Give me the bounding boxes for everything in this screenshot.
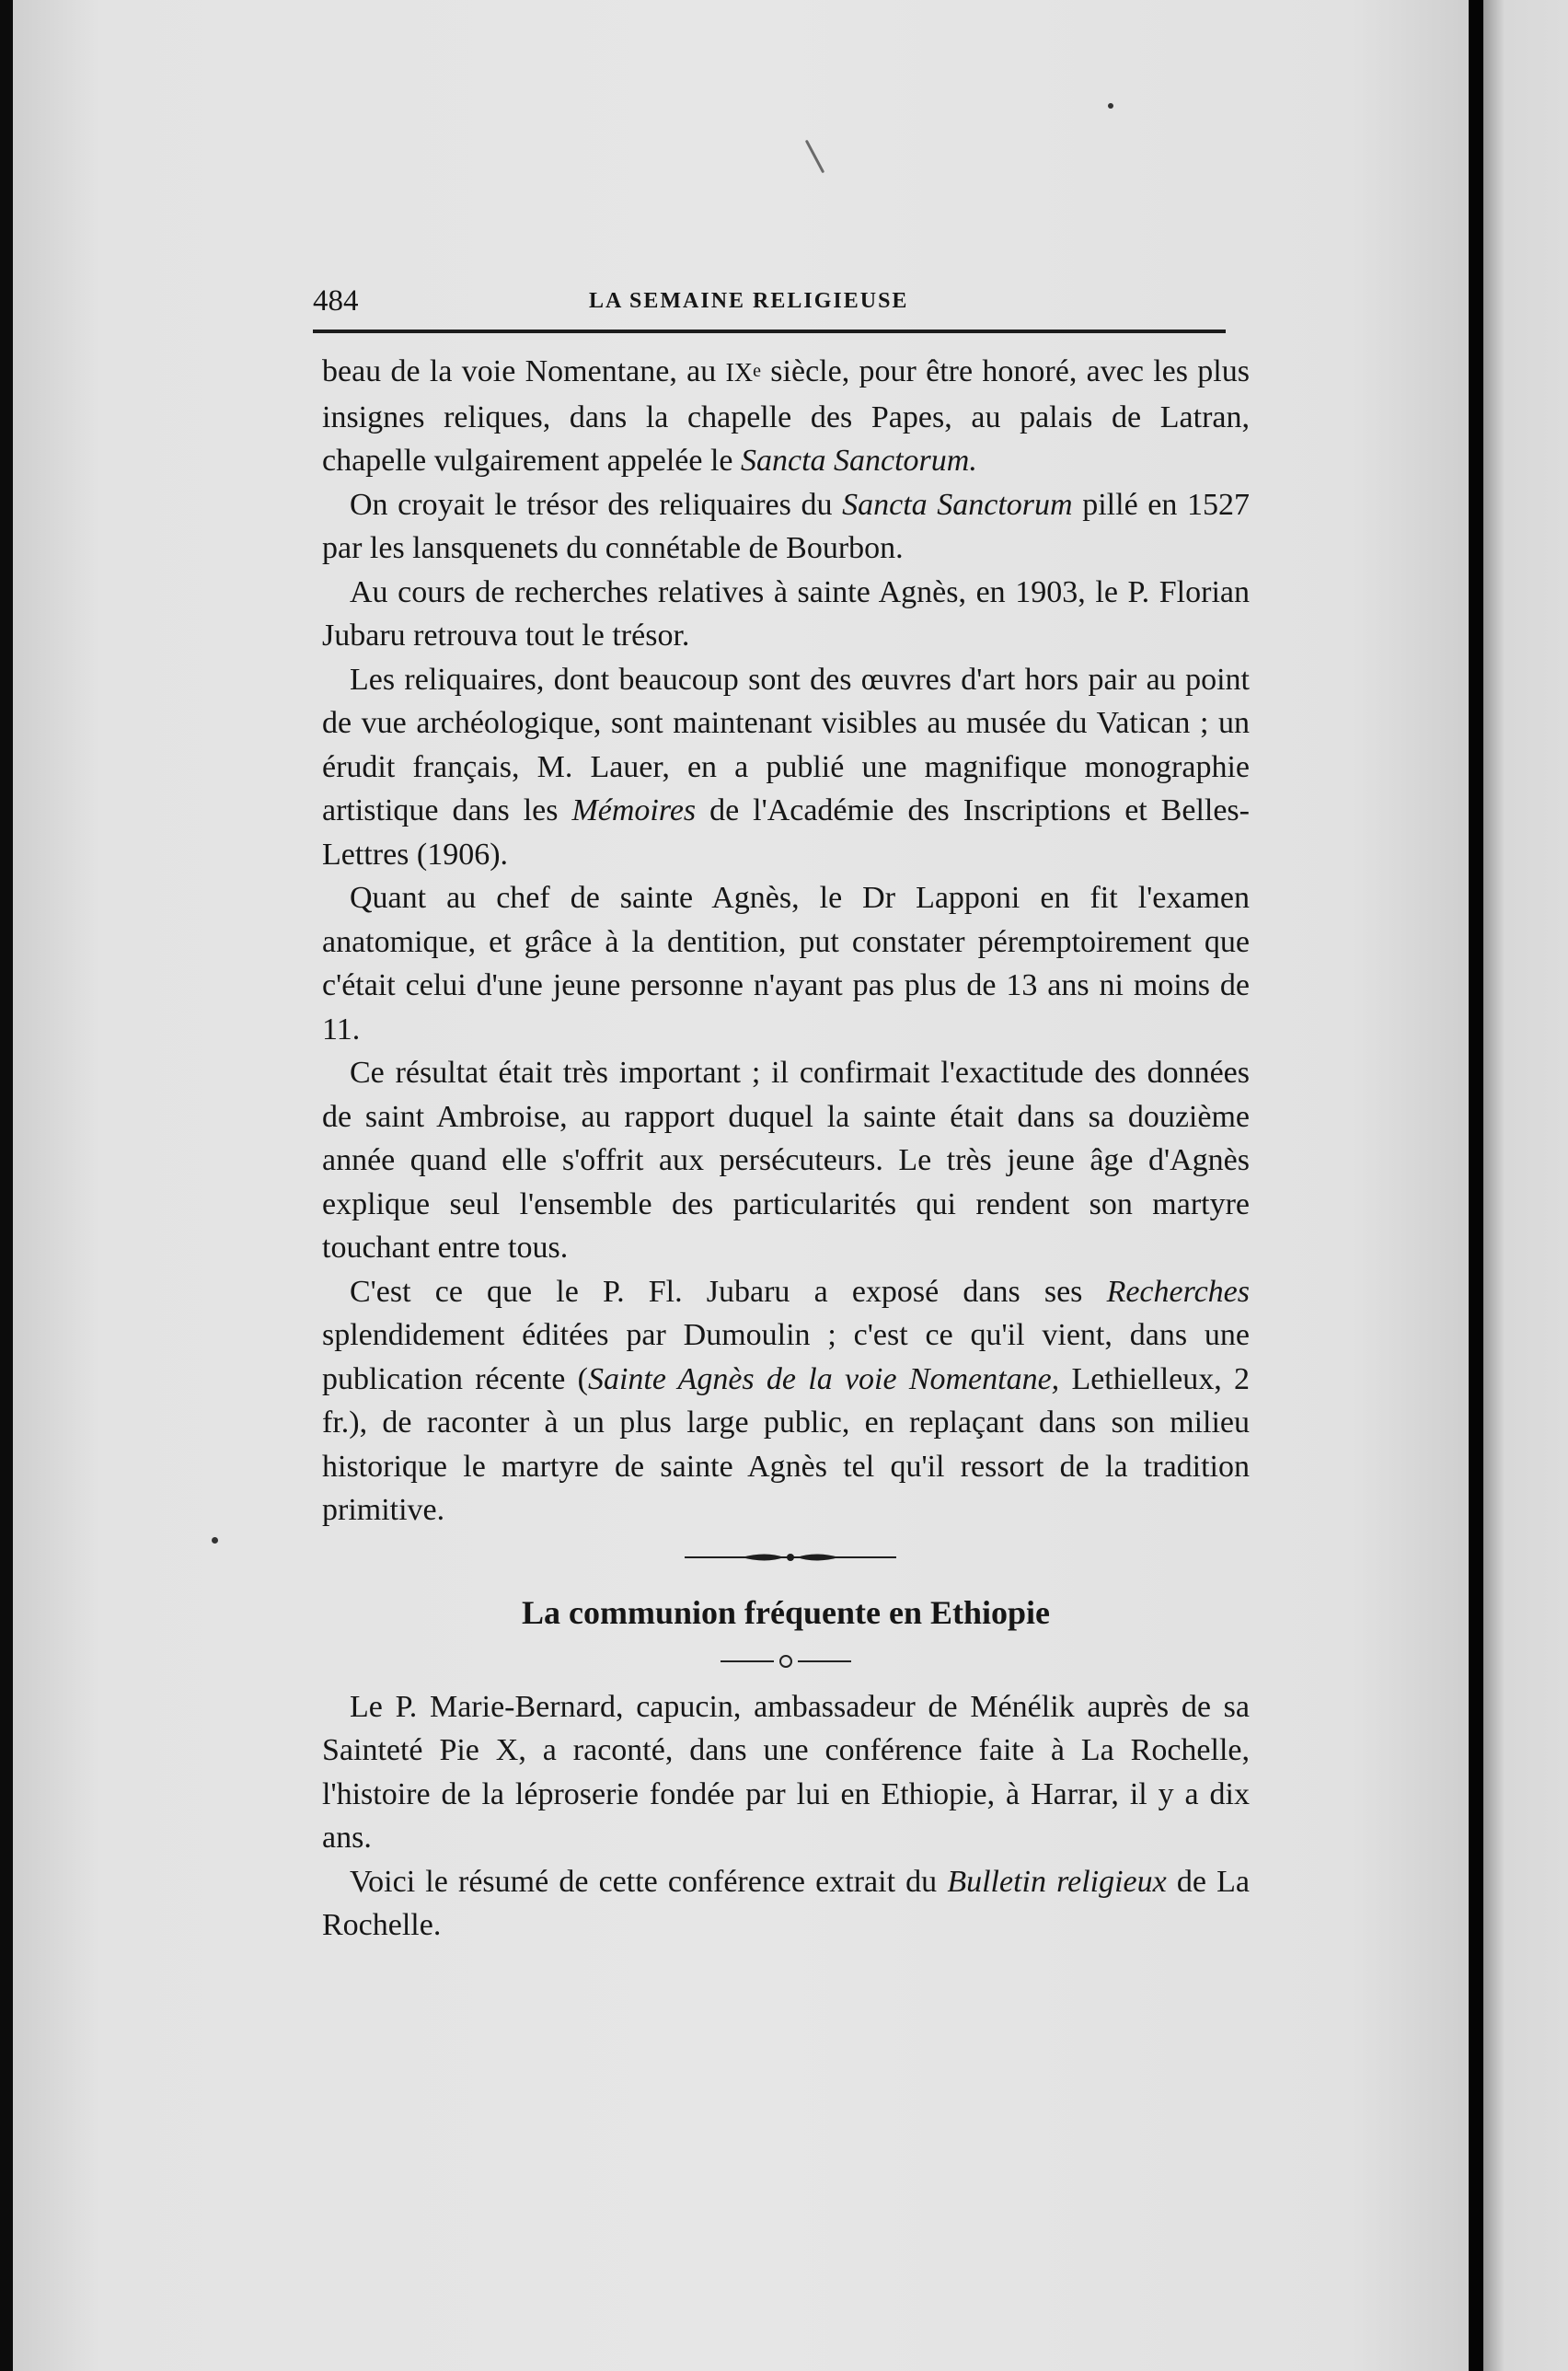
italic-title: Recherches (1106, 1274, 1250, 1309)
article-paragraph-3: Au cours de recherches relatives à sainte Agnès, en 1903, le P. Florian Jubaru retrouva tout le trésor. (322, 574, 1250, 653)
article-paragraph-4: Les reliquaires, dont beaucoup sont des œuvres d'art hors pair au point de vue archéologique, sont maintenant visibles au musée du Vatican ; un érudit français, M. Lauer, en a publié une magnifique monographie artistique dans les Mémoires de l'Académie des Inscriptions et Belles-Lettres (1906). (322, 662, 1250, 872)
adjacent-page-edge (1483, 0, 1568, 2371)
ordinal-superscript: e (753, 361, 761, 381)
page-number: 484 (313, 284, 359, 318)
italic-title: Mémoires (571, 793, 697, 827)
article-paragraph-7: C'est ce que le P. Fl. Jubaru a exposé dans ses Recherches splendidement éditées par Dumoulin ; c'est ce qu'il vient, dans une publication récente (Sainte Agnès de la voie Nomentane, Lethielleux, 2 fr.), de raconter à un plus large public, en replaçant dans son milieu historique le martyre de sainte Agnès tel qu'il ressort de la tradition primitive. (322, 1274, 1251, 1527)
section-paragraph-1: Le P. Marie-Bernard, capucin, ambassadeur de Ménélik auprès de sa Sainteté Pie X, a raconté, dans une conférence faite à La Rochelle, l'histoire de la léproserie fondée par lui en Ethiopie, à Harrar, il y a dix ans. (322, 1689, 1250, 1855)
running-head (313, 278, 1226, 324)
section-heading: La communion fréquente en Ethiopie (521, 1593, 1050, 1631)
section-paragraph-2: Voici le résumé de cette conférence extrait du Bulletin religieux de La Rochelle. (322, 1864, 1250, 1942)
header-rule (313, 330, 1226, 333)
italic-title: Bulletin religieux (947, 1864, 1167, 1899)
article-paragraph-2: On croyait le trésor des reliquaires du Sancta Sanctorum pillé en 1527 par les lansquenets du connétable de Bourbon. (322, 487, 1251, 565)
running-title: LA SEMAINE RELIGIEUSE (589, 289, 909, 313)
article-paragraph-5: Quant au chef de sainte Agnès, le Dr Lapponi en fit l'examen anatomique, et grâce à la dentition, put constater péremptoirement que c'était celui d'une jeune personne n'ayant pas plus de 13 ans ni moins de 11. (322, 881, 1250, 1047)
century-numeral: IX (725, 359, 754, 387)
section-ornament (322, 1643, 1250, 1680)
book-gutter (1469, 0, 1483, 2371)
ornament-line (798, 1660, 851, 1662)
article-paragraph-6: Ce résultat était très important ; il confirmait l'exactitude des données de saint Ambroise, au rapport duquel la sainte était dans sa douzième année quand elle s'offrit aux persécuteurs. Le très jeune âge d'Agnès explique seul l'ensemble des particularités qui rendent son martyre touchant entre tous. (322, 1056, 1250, 1265)
paper-speck (212, 1537, 218, 1544)
page-body (322, 350, 1250, 1948)
ornament-ring-icon (779, 1655, 792, 1668)
italic-title: Sainte Agnès de la voie Nomentane, (587, 1361, 1060, 1396)
italic-term: Sancta Sanctorum (842, 487, 1073, 522)
ornament-line (721, 1660, 774, 1662)
article-paragraph-1: beau de la voie Nomentane, au IXe siècle, pour être honoré, avec les plus insignes reliques, dans la chapelle des Papes, au palais de Latran, chapelle vulgairement appelée le Sancta Sanctorum. (322, 354, 1250, 478)
paper-speck (1108, 103, 1113, 109)
fleuron-divider (322, 1532, 1250, 1582)
fleuron-ornament-icon (685, 1550, 896, 1565)
italic-term: Sancta Sanctorum. (740, 444, 977, 478)
paper-speck (805, 140, 824, 174)
